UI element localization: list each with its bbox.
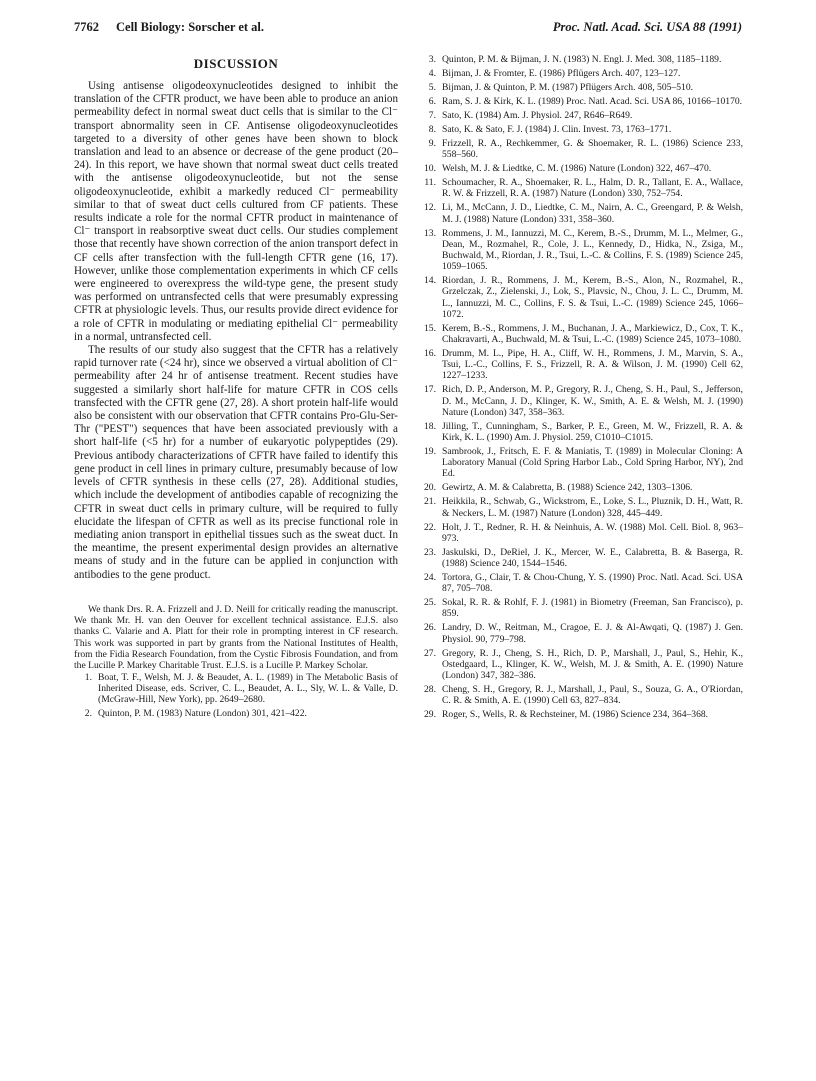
reference-item [418,496,743,518]
reference-item [418,622,743,644]
reference-number: 16. [424,348,436,360]
reference-number: 21. [424,496,436,508]
reference-text: Kerem, B.-S., Rommens, J. M., Buchanan, J. A., Markiewicz, D., Cox, T. K., Chakravarti, A., Buchwald, M. & Tsui, L.-C. (1989) Science 245, 1073–1080. [442,322,743,346]
reference-item [74,708,398,719]
reference-number: 11. [424,177,436,189]
page-number: 7762 [74,20,99,34]
reference-number: 8. [428,124,436,135]
reference-text: Cheng, S. H., Gregory, R. J., Marshall, J., Paul, S., Souza, G. A., O'Riordan, C. R. & Smith, A. E. (1990) Cell 63, 827–834. [442,684,743,707]
reference-list-left [74,672,398,720]
reference-number: 15. [424,322,436,334]
reference-number: 28. [424,684,436,696]
reference-item [418,446,743,480]
reference-text: Heikkila, R., Schwab, G., Wickstrom, E., Loke, S. L., Pluznik, D. H., Watt, R. & Neckers, L. M. (1987) Nature (London) 328, 445–449. [442,496,743,519]
reference-item [418,82,743,93]
reference-text: Sato, K. & Sato, F. J. (1984) J. Clin. Invest. 73, 1763–1771. [442,124,672,135]
reference-text: Schoumacher, R. A., Shoemaker, R. L., Halm, D. R., Tallant, E. A., Wallace, R. W. & Frizzell, R. A. (1987) Nature (London) 330, 752–754. [442,177,743,200]
reference-number: 7. [428,110,436,121]
reference-text: Sambrook, J., Fritsch, E. F. & Maniatis, T. (1989) in Molecular Cloning: A Laboratory Manual (Cold Spring Harbor Lab., Cold Spring Harbor, NY), 2nd Ed. [442,446,743,480]
reference-item [418,482,743,493]
reference-text: Holt, J. T., Redner, R. H. & Neinhuis, A. W. (1988) Mol. Cell. Biol. 8, 963–973. [442,521,743,544]
reference-item [418,648,743,682]
reference-text: Rommens, J. M., Iannuzzi, M. C., Kerem, B.-S., Drumm, M. L., Melmer, G., Dean, M., Rozmahel, R., Cole, J. L., Kennedy, D., Hidka, N., Zsiga, M., Buchwald, M., Riordan, J. R., Tsui, L.-C. & Collins, F. S. (1989) Science 245, 1059–1065. [442,227,743,273]
reference-item [418,348,743,382]
reference-item [418,96,743,107]
reference-list-right [418,54,743,720]
reference-number: 18. [424,420,436,432]
reference-item [418,54,743,65]
reference-text: Riordan, J. R., Rommens, J. M., Kerem, B.-S., Alon, N., Rozmahel, R., Grzelczak, Z., Zielenski, J., Lok, S., Plavsic, N., Chou, J. L. C., Drumm, M. L., Iannuzzi, M. C., Collins, F. S. & Tsui, L.-C. (1989) Science 245, 1066–1072. [442,275,743,320]
reference-number: 22. [424,521,436,533]
reference-number: 12. [424,202,436,214]
reference-number: 20. [424,482,436,494]
discussion-paragraph: The results of our study also suggest that the CFTR has a relatively rapid turnover rate (<24 hr), since we observed a virtual abolition of Cl⁻ permeability after 24 hr of antisense treatment. Recent studies have suggested a similarly short half-life for mature CFTR in COS cells transfected with the CFTR gene (27, 28). A short protein half-life would also be consistent with our observation that CFTR contains Pro-Glu-Ser-Thr ("PEST") sequences that have been associated previously with a short half-life (<5 hr) for a number of eukaryotic polypeptides (29). Previous antibody characterizations of CFTR have failed to identify this gene product in cell lines in primary culture, presumably because of low levels of CFTR synthesis in these cells (27, 28). Additional studies, which include the development of antibodies capable of recognizing the CFTR in sweat duct cells in primary culture, will be required to fully elucidate the lifespan of CFTR as well as its precise functional role in mediating anion transport in epithelial tissues such as the sweat duct. In the meantime, the present experimental design provides an alternative means of study and in the future can be applied in conjunction with antibodies to the gene product. [74,344,398,581]
reference-item [418,709,743,720]
reference-item [418,684,743,706]
reference-number: 23. [424,546,436,558]
reference-text: Bijman, J. & Quinton, P. M. (1987) Pflügers Arch. 408, 505–510. [442,82,694,93]
reference-text: Sato, K. (1984) Am. J. Physiol. 247, R646–R649. [442,110,633,121]
reference-text: Gewirtz, A. M. & Calabretta, B. (1988) Science 242, 1303–1306. [442,482,693,494]
reference-number: 17. [424,384,436,396]
reference-text: Gregory, R. J., Cheng, S. H., Rich, D. P., Marshall, J., Paul, S., Hehir, K., Ostedgaard, L., Klinger, K. W., Welsh, M. J. & Smith, A. E. (1990) Nature (London) 347, 382–386. [442,647,743,682]
reference-number: 3. [428,54,436,65]
reference-text: Li, M., McCann, J. D., Liedtke, C. M., Nairn, A. C., Greengard, P. & Welsh, M. J. (1988) Nature (London) 331, 358–360. [442,202,743,225]
reference-number: 4. [428,68,436,79]
reference-number: 1. [84,671,92,683]
reference-item [418,110,743,121]
reference-item [418,421,743,443]
reference-item [418,202,743,224]
section-heading: DISCUSSION [193,56,279,71]
reference-text: Sokal, R. R. & Rohlf, F. J. (1981) in Biometry (Freeman, San Francisco), p. 859. [442,597,743,620]
left-column [74,56,398,722]
running-title-right: Proc. Natl. Acad. Sci. USA 88 (1991) [552,20,742,34]
running-title-left: Cell Biology: Sorscher et al. [116,20,265,34]
reference-number: 29. [424,709,436,721]
reference-number: 24. [424,572,436,584]
reference-text: Drumm, M. L., Pipe, H. A., Cliff, W. H., Rommens, J. M., Marvin, S. A., Tsui, L.-C., Collins, F. S., Frizzell, R. A. & Wilson, J. M. (1990) Cell 62, 1227–1233. [442,348,743,382]
reference-number: 14. [424,275,436,287]
reference-item [418,163,743,174]
reference-text: Quinton, P. M. (1983) Nature (London) 301, 421–422. [98,707,307,719]
reference-item [418,275,743,320]
reference-item [418,572,743,594]
reference-item [418,68,743,79]
reference-number: 13. [424,227,436,239]
reference-number: 9. [428,138,436,149]
reference-number: 26. [424,622,436,634]
reference-text: Ram, S. J. & Kirk, K. L. (1989) Proc. Natl. Acad. Sci. USA 86, 10166–10170. [442,96,743,107]
reference-item [418,522,743,544]
acknowledgment: We thank Drs. R. A. Frizzell and J. D. Neill for critically reading the manuscript. We thank Mr. H. van den Oeuver for excellent technical assistance. E.J.S. also thanks C. Valarie and A. Platt for their role in prompting interest in CF research. This work was supported in part by grants from the National Institutes of Health, from the Fidia Research Foundation, from the Cystic Fibrosis Foundation, and from the Lucille P. Markey Charitable Trust. E.J.S. is a Lucille P. Markey Scholar. [74,603,398,672]
reference-item [418,124,743,135]
reference-text: Quinton, P. M. & Bijman, J. N. (1983) N. Engl. J. Med. 308, 1185–1189. [442,54,722,65]
reference-text: Tortora, G., Clair, T. & Chou-Chung, Y. S. (1990) Proc. Natl. Acad. Sci. USA 87, 705–708. [442,572,743,595]
discussion-paragraph: Using antisense oligodeoxynucleotides designed to inhibit the translation of the CFTR product, we have been able to produce an anion permeability defect in normal sweat duct cells that is similar to the Cl⁻ transport abnormality seen in CF. Antisense oligodeoxynucleotides targeted to a diversity of other genes have been shown to block translation and lead to an absence or decrease of the gene product (20–24). In this report, we have shown that normal sweat duct cells treated with the antisense oligodeoxynucleotide, but not the sense oligodeoxynucleotide, exhibit a markedly reduced Cl⁻ permeability similar to that of sweat duct cells cultured from CF patients. These results indicate a role for the normal CFTR product in maintenance of Cl⁻ transport in reabsorptive sweat duct cells. Our studies complement those that recently have shown correction of the anion transport defect in CF cells after transfection with the full-length CFTR gene (16, 17). However, unlike those complementation experiments in which CF cells were engineered to overexpress the wild-type gene, the present study was performed on untransfected cells that were presumably expressing CFTR at physiologic levels. Thus, our results provide direct evidence for a role of CFTR in modulating or mediating epithelial Cl⁻ permeability in a normal, untransfected cell. [74,80,398,343]
reference-item [74,672,398,706]
reference-text: Boat, T. F., Welsh, M. J. & Beaudet, A. L. (1989) in The Metabolic Basis of Inherited Disease, eds. Scriver, C. L., Beaudet, A. L., Sly, W. L. & Valle, D. (McGraw-Hill, New York), pp. 2649–2680. [98,671,398,705]
reference-item [418,597,743,619]
reference-item [418,138,743,160]
reference-text: Roger, S., Wells, R. & Rechsteiner, M. (1986) Science 234, 364–368. [442,709,709,721]
reference-text: Rich, D. P., Anderson, M. P., Gregory, R. J., Cheng, S. H., Paul, S., Jefferson, D. M., McCann, J. D., Klinger, K. W., Smith, A. E. & Welsh, M. J. (1990) Nature (London) 347, 358–363. [442,384,743,418]
reference-number: 10. [424,163,436,175]
reference-number: 27. [424,647,436,659]
reference-number: 5. [428,82,436,93]
reference-text: Landry, D. W., Reitman, M., Cragoe, E. J. & Al-Awqati, Q. (1987) J. Gen. Physiol. 90, 779–798. [442,622,743,645]
reference-number: 2. [84,707,92,719]
reference-number: 6. [428,96,436,107]
reference-item [418,228,743,273]
reference-item [418,177,743,199]
reference-number: 25. [424,597,436,609]
reference-text: Frizzell, R. A., Rechkemmer, G. & Shoemaker, R. L. (1986) Science 233, 558–560. [442,138,743,161]
reference-text: Welsh, M. J. & Liedtke, C. M. (1986) Nature (London) 322, 467–470. [442,163,712,175]
reference-text: Jaskulski, D., DeRiel, J. K., Mercer, W. E., Calabretta, B. & Baserga, R. (1988) Science 240, 1544–1546. [442,546,743,570]
reference-item [418,384,743,418]
reference-text: Bijman, J. & Fromter, E. (1986) Pflügers Arch. 407, 123–127. [442,68,681,79]
right-column [418,54,743,723]
reference-item [418,547,743,569]
reference-number: 19. [424,446,436,458]
reference-item [418,323,743,345]
running-header [74,20,742,42]
reference-text: Jilling, T., Cunningham, S., Barker, P. E., Green, M. W., Frizzell, R. A. & Kirk, K. L. (1990) Am. J. Physiol. 259, C1010–C1015. [442,420,743,444]
